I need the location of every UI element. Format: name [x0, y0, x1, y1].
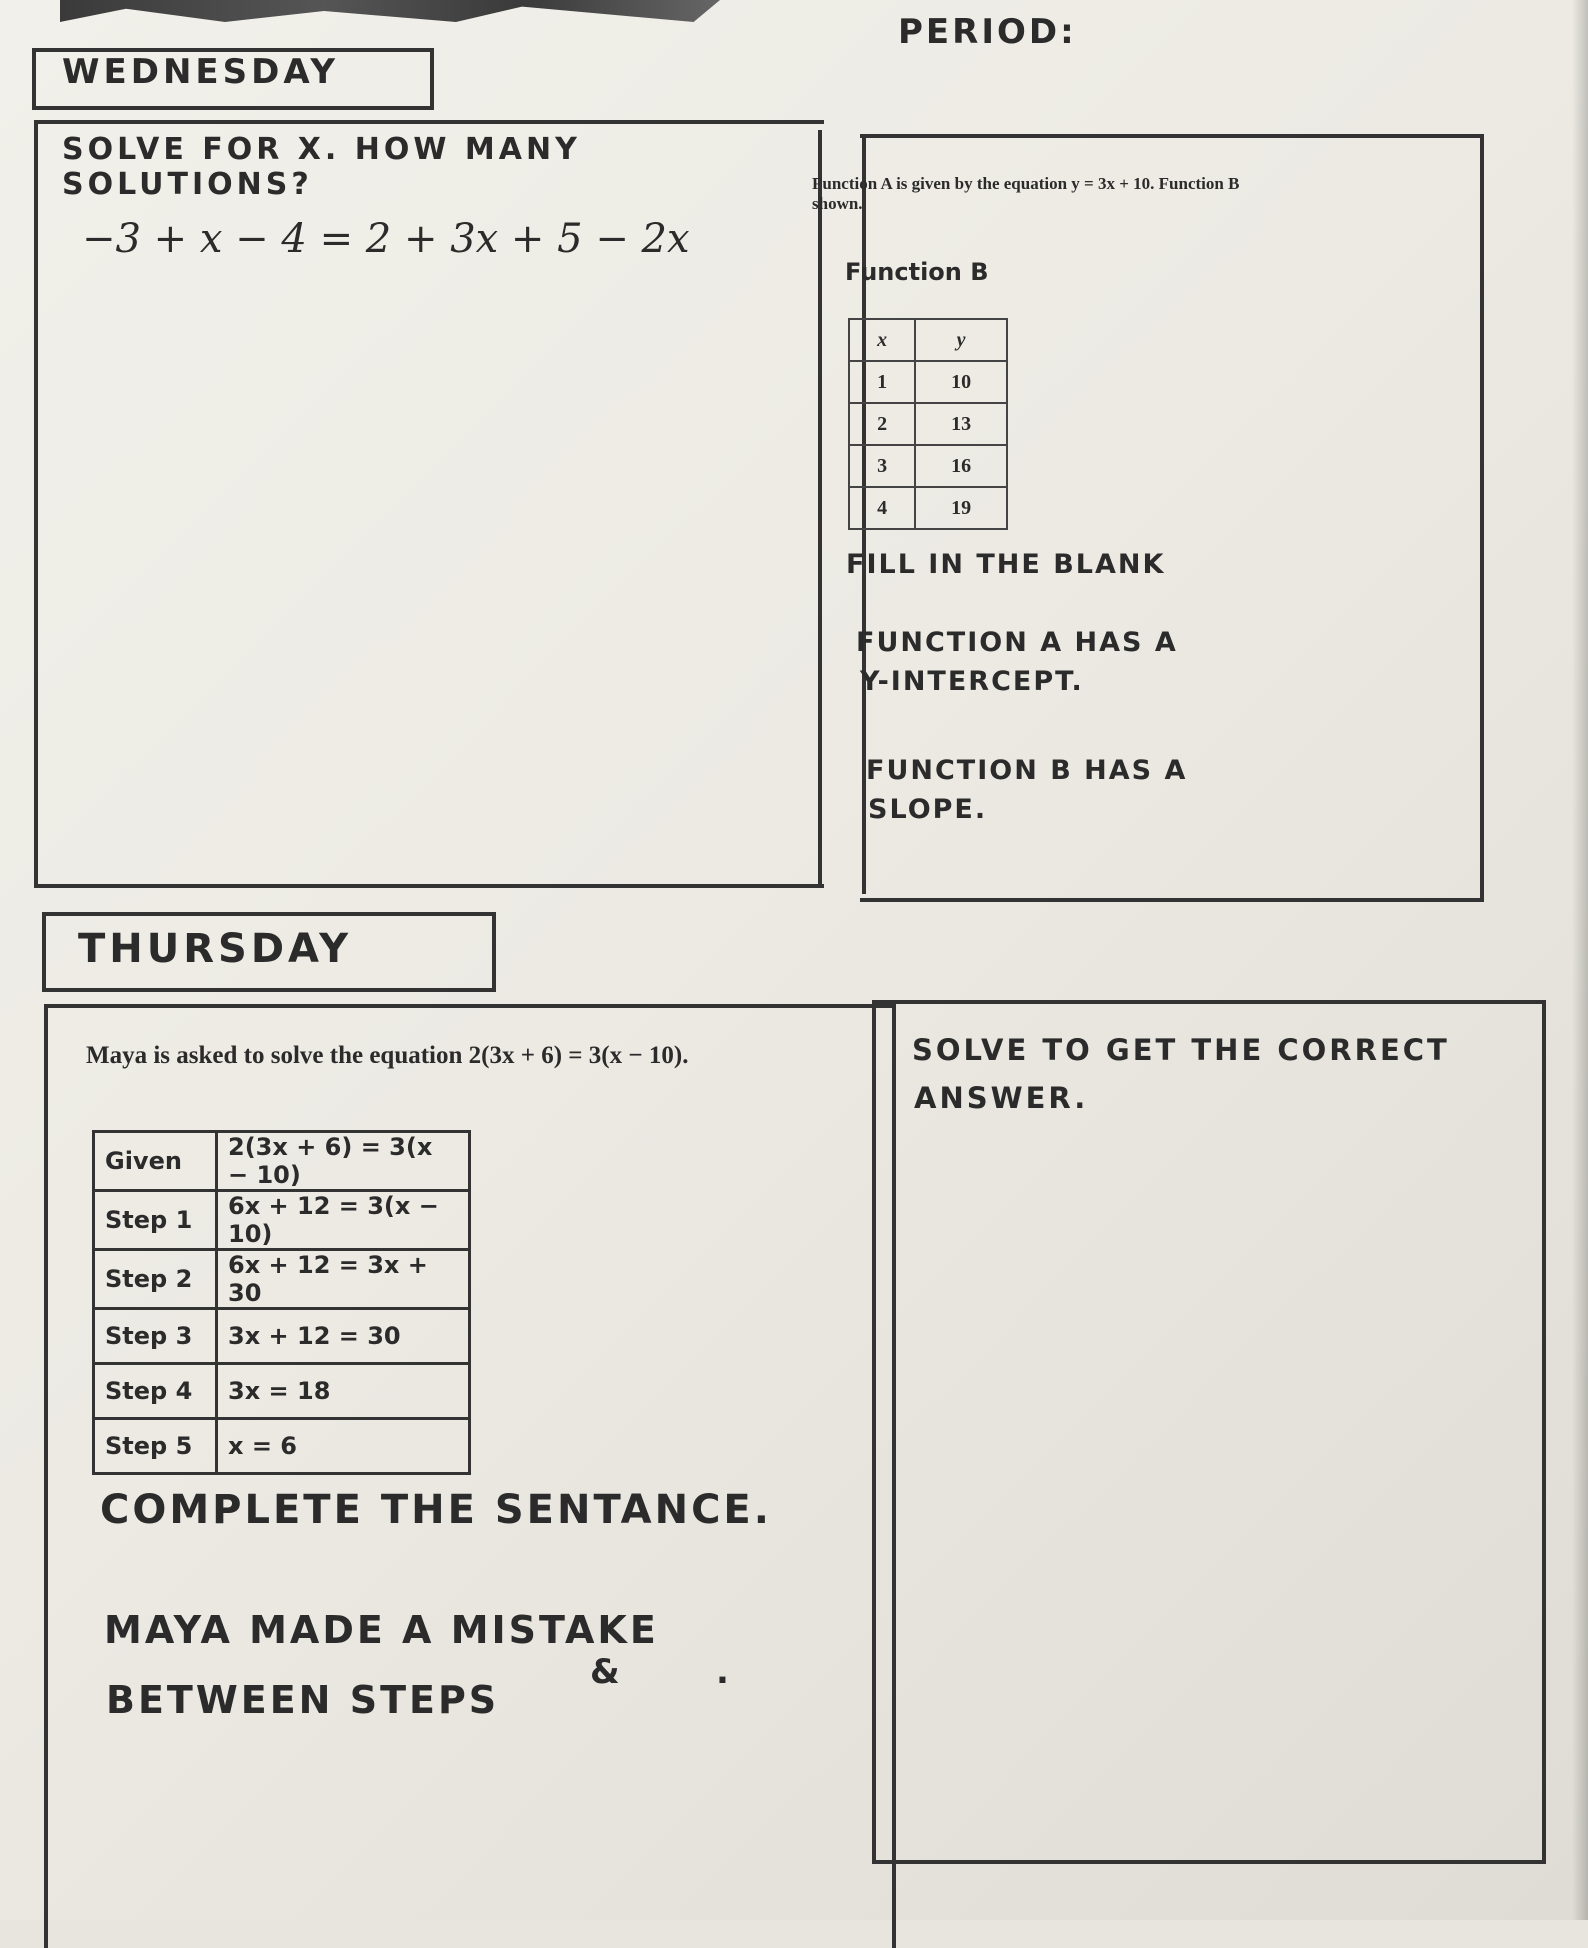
step-label: Step 2: [94, 1250, 217, 1309]
function-b-sentence-line2: SLOPE.: [868, 794, 988, 825]
ampersand: &: [590, 1652, 622, 1692]
table-cell: 1: [849, 361, 915, 403]
maya-problem-text: Maya is asked to solve the equation 2(3x + 6) = 3(x − 10).: [86, 1042, 689, 1069]
page-edge-shadow: [1572, 0, 1588, 1920]
function-b-title: Function B: [845, 258, 989, 286]
table-cell: 3: [849, 445, 915, 487]
correct-answer-panel: [872, 1000, 1546, 1864]
solve-prompt-line2: SOLUTIONS?: [62, 167, 313, 202]
thursday-label: THURSDAY: [78, 926, 353, 972]
function-b-table: [848, 318, 1008, 530]
complete-sentence-title: COMPLETE THE SENTANCE.: [100, 1487, 772, 1533]
table-cell: 4: [849, 487, 915, 529]
table-row: [849, 361, 1007, 403]
step-work: x = 6: [217, 1419, 470, 1474]
solve-equation: −3 + x − 4 = 2 + 3x + 5 − 2x: [82, 216, 690, 262]
step-work: 3x = 18: [217, 1364, 470, 1419]
table-row: [94, 1309, 470, 1364]
table-header-row: [849, 319, 1007, 361]
table-cell: 13: [915, 403, 1007, 445]
function-a-text: [812, 174, 1372, 214]
solve-prompt-line1: SOLVE FOR X. HOW MANY: [62, 132, 581, 167]
table-header-y: y: [915, 319, 1007, 361]
step-work: 3x + 12 = 30: [217, 1309, 470, 1364]
step-label: Step 3: [94, 1309, 217, 1364]
step-work: 6x + 12 = 3(x − 10): [217, 1191, 470, 1250]
table-cell: 10: [915, 361, 1007, 403]
sentence-period: .: [716, 1652, 731, 1692]
function-a-sentence-line1: FUNCTION A HAS A: [856, 627, 1178, 658]
table-cell: 2: [849, 403, 915, 445]
wednesday-label: WEDNESDAY: [62, 52, 340, 92]
step-label: Step 1: [94, 1191, 217, 1250]
function-b-sentence-line1: FUNCTION B HAS A: [866, 755, 1188, 786]
fill-in-title: FILL IN THE BLANK: [846, 549, 1166, 580]
table-row: [94, 1191, 470, 1250]
step-label: Given: [94, 1132, 217, 1191]
solve-correct-line1: SOLVE TO GET THE CORRECT: [912, 1033, 1450, 1067]
period-label: PERIOD:: [898, 12, 1077, 52]
solve-correct-line2: ANSWER.: [914, 1081, 1089, 1115]
maya-steps-table: [92, 1130, 471, 1475]
table-header-x: x: [849, 319, 915, 361]
function-a-line1: Function A is given by the equation y = 3x + 10. Function B: [812, 174, 1240, 193]
mistake-line2: BETWEEN STEPS: [106, 1678, 500, 1722]
table-cell: 16: [915, 445, 1007, 487]
solve-panel-right-border: [818, 130, 822, 884]
function-a-line2: shown.: [812, 194, 863, 213]
table-cell: 19: [915, 487, 1007, 529]
step-label: Step 5: [94, 1419, 217, 1474]
table-row: [94, 1250, 470, 1309]
step-label: Step 4: [94, 1364, 217, 1419]
function-a-sentence-line2: Y-INTERCEPT.: [860, 666, 1084, 697]
step-work: 6x + 12 = 3x + 30: [217, 1250, 470, 1309]
mistake-line1: MAYA MADE A MISTAKE: [104, 1608, 659, 1652]
step-work: 2(3x + 6) = 3(x − 10): [217, 1132, 470, 1191]
table-row: [94, 1364, 470, 1419]
table-row: [94, 1419, 470, 1474]
table-row: [94, 1132, 470, 1191]
table-row: [849, 445, 1007, 487]
table-row: [849, 487, 1007, 529]
table-row: [849, 403, 1007, 445]
